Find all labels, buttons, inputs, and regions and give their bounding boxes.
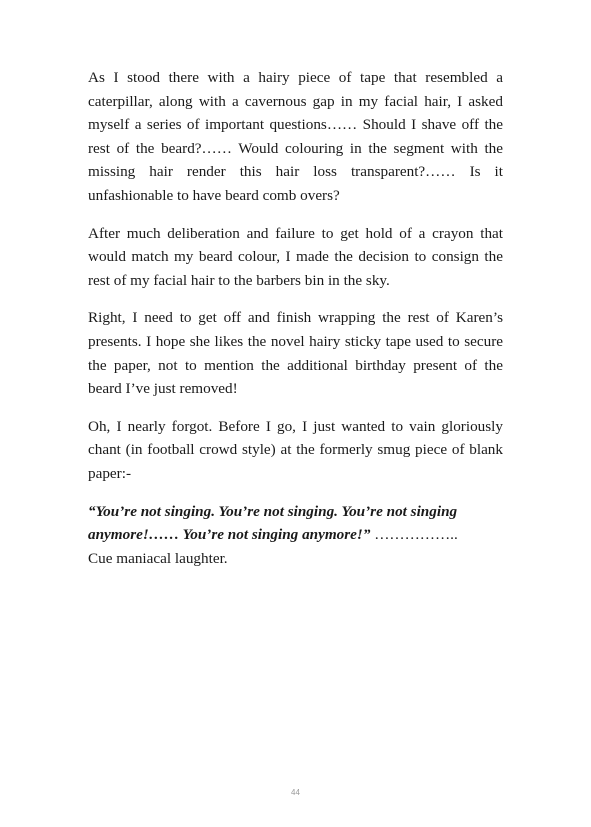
page-body bbox=[88, 66, 503, 570]
chant-paragraph bbox=[88, 500, 503, 571]
paragraph-before-i-go: Oh, I nearly forgot. Before I go, I just wanted to vain gloriously chant (in football crowd style) at the formerly smug piece of blank paper:- bbox=[88, 417, 503, 482]
paragraph-beard-questions: As I stood there with a hairy piece of tape that resembled a caterpillar, along with a cavernous gap in my facial hair, I asked myself a series of important questions…… Should I shave off the rest of the beard?…… Would colouring in the segment with the missing hair render this hair loss transparent?…… Is it unfashionable to have beard comb overs? bbox=[88, 69, 503, 204]
paragraph-wrapping-presents: Right, I need to get off and finish wrapping the rest of Karen’s presents. I hope she likes the novel hairy sticky tape used to secure the paper, not to mention the additional birthday present of the beard I’ve just removed! bbox=[88, 309, 503, 398]
page-number: 44 bbox=[291, 788, 300, 797]
football-chant: “You’re not singing. You’re not singing. You’re not singing anymore!…… You’re not singing anymore!” bbox=[88, 502, 458, 544]
chant-trailing-dots: …………….. bbox=[374, 526, 458, 544]
closing-line: Cue maniacal laughter. bbox=[88, 549, 228, 567]
paragraph-deliberation: After much deliberation and failure to get hold of a crayon that would match my beard colour, I made the decision to consign the rest of my facial hair to the barbers bin in the sky. bbox=[88, 224, 503, 289]
